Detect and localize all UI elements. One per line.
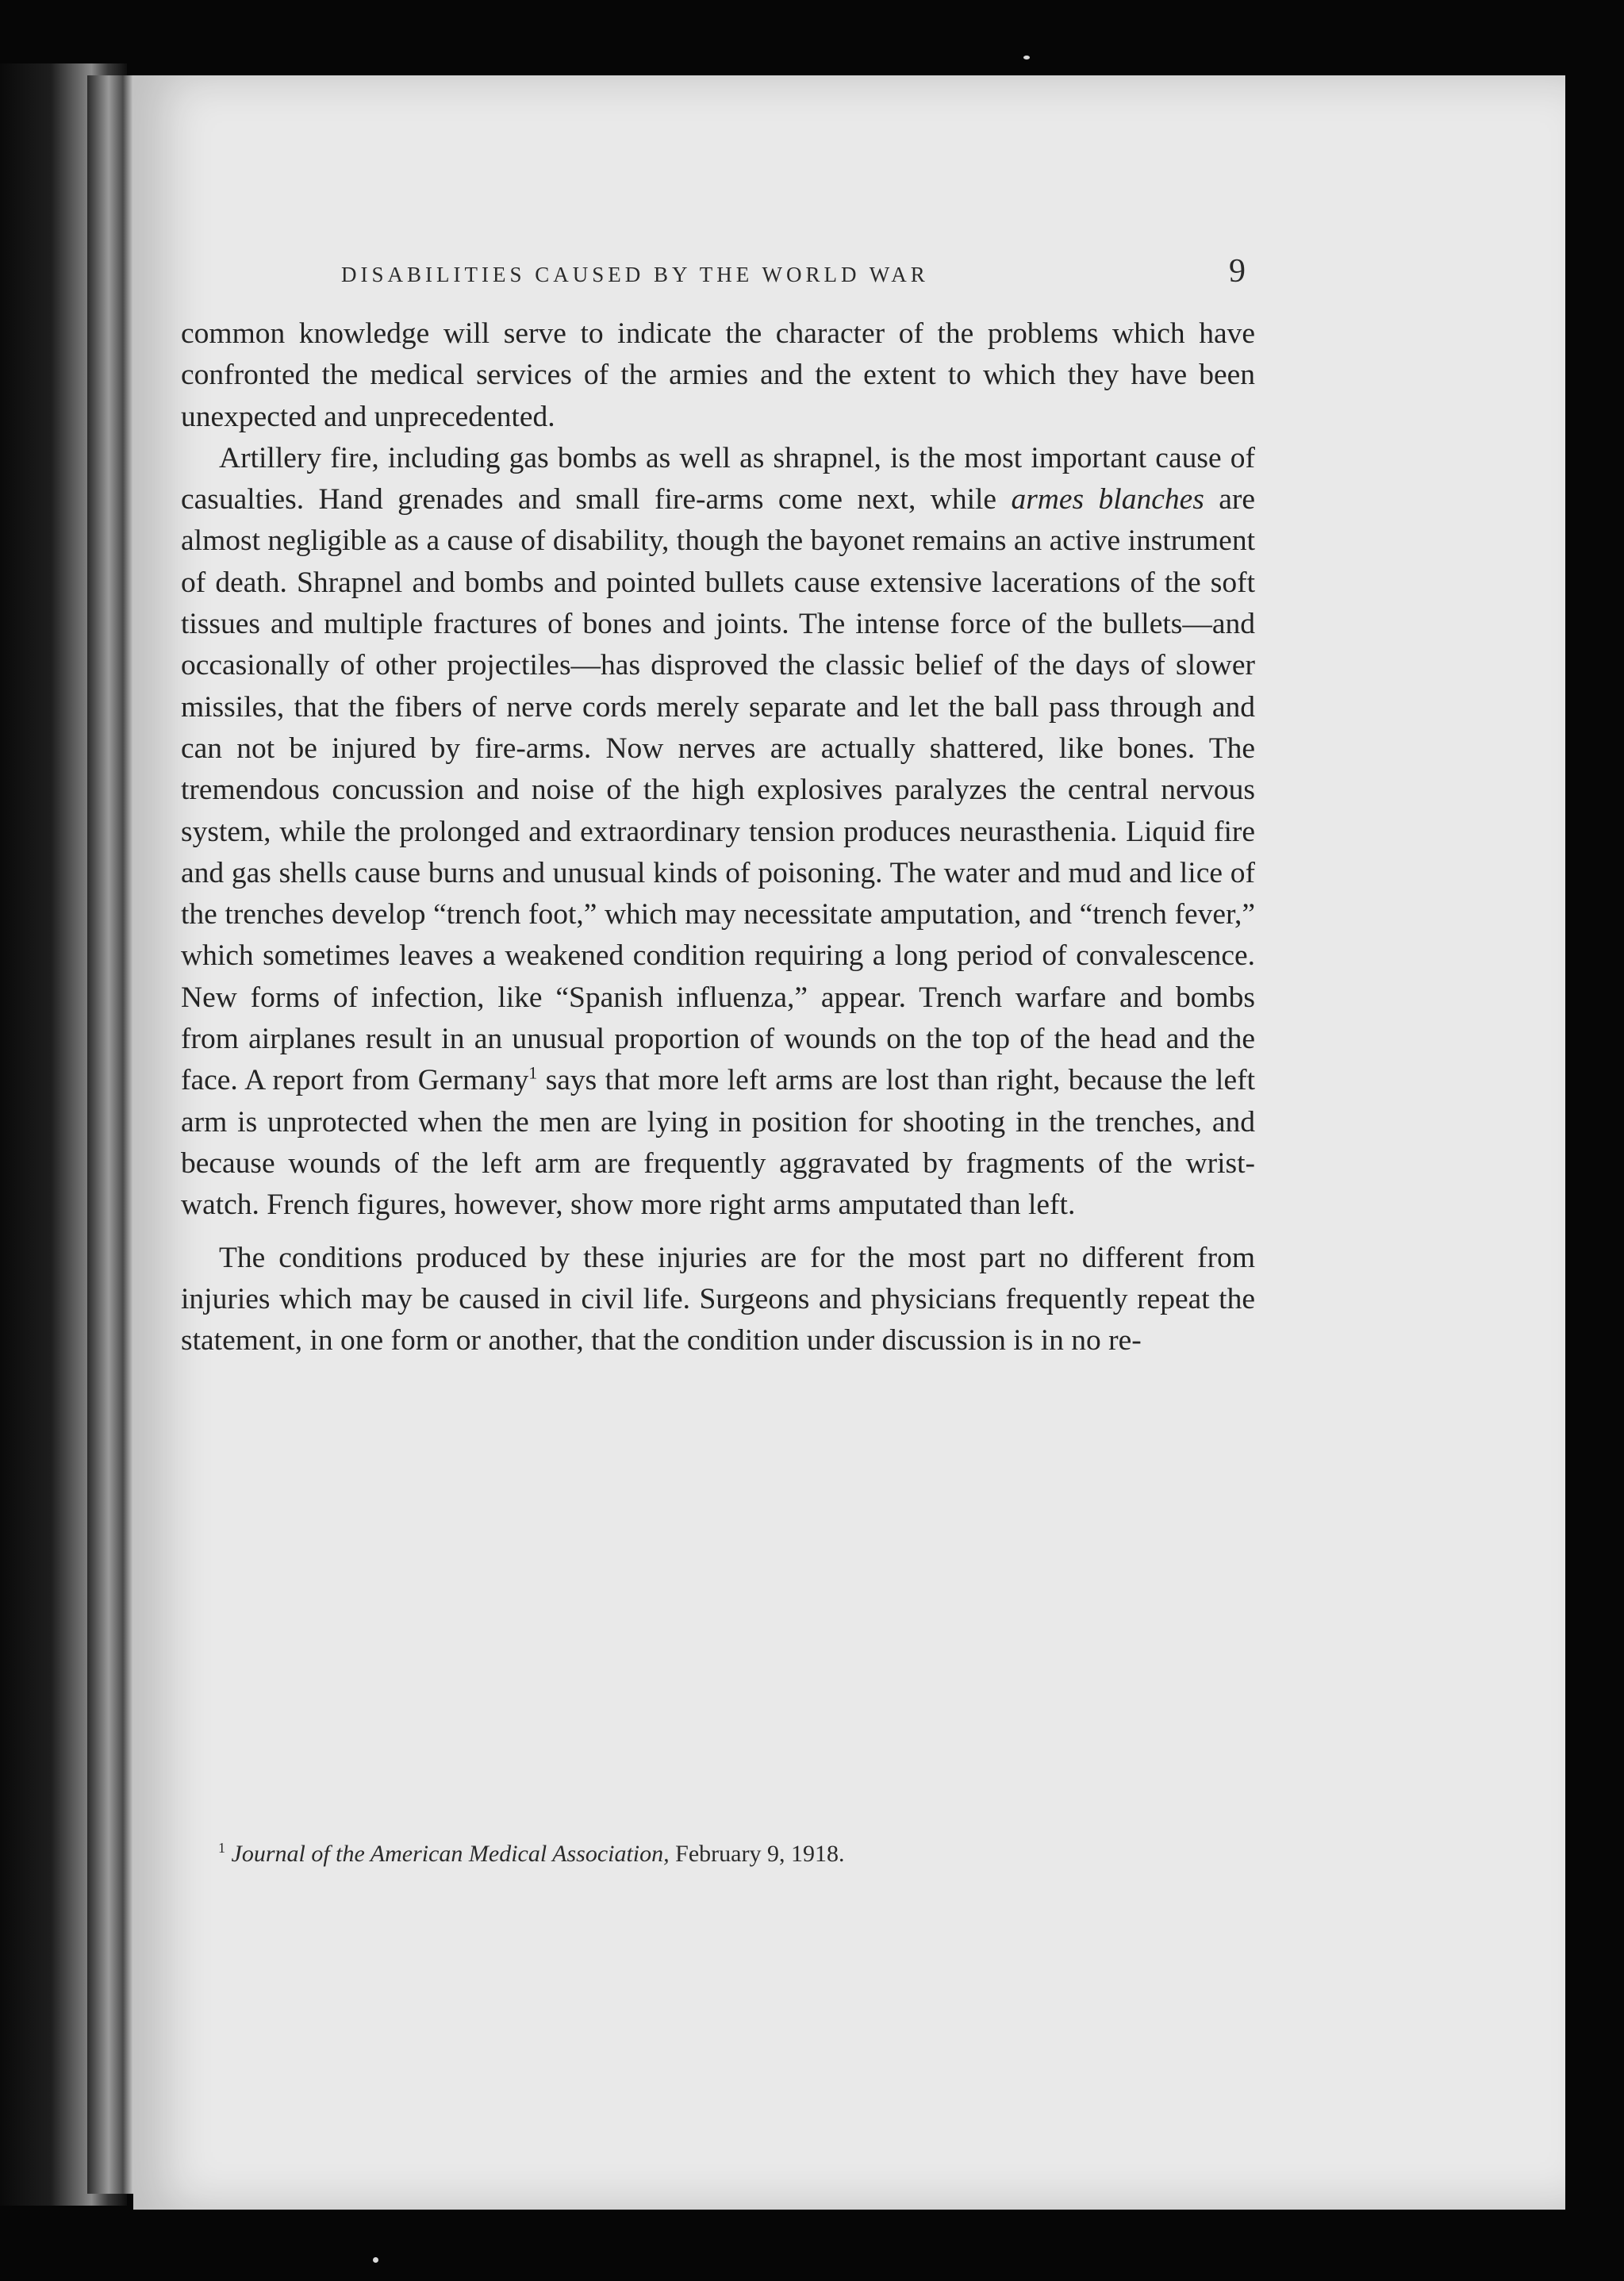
body-text <box>181 313 1255 1361</box>
scan-speck <box>373 2257 378 2263</box>
paragraph-3: The conditions produced by these injuries are for the most part no different from injuries which may be caused in civil life. Surgeons and physicians frequently repeat the statement, in one form or another, that the condition under discussion is in no re- <box>181 1241 1255 1357</box>
paragraph-2-part-1: Artillery fire, including gas bombs as well as shrapnel, is the most important cause of casualties. Hand grenades and small fire-arms come next, while <box>181 441 1255 516</box>
scan-speck <box>1023 56 1030 60</box>
running-header <box>341 252 1246 290</box>
page-number: 9 <box>1229 253 1246 290</box>
running-title: DISABILITIES CAUSED BY THE WORLD WAR <box>341 263 929 286</box>
italic-phrase: armes blanches <box>1011 483 1204 516</box>
footnote <box>218 1839 1273 1869</box>
paragraph-2 <box>181 438 1255 1227</box>
paragraph-2-part-3: says that more left arms are lost than right, because the left arm is unprotected when the men are lying in position for shooting in the trenches, and because wounds of the left arm are frequently aggravated by fragments of the wrist-watch. French figures, however, show more right arms amputated than left. <box>181 1064 1255 1222</box>
footnote-marker: 1 <box>218 1840 225 1856</box>
paragraph-1: common knowledge will serve to indicate the character of the problems which have confronted the medical services of the armies and the extent to which they have been unexpected and unprecedented. <box>181 317 1255 433</box>
paragraph-2-part-2: are almost negligible as a cause of disability, though the bayonet remains an active instrument of death. Shrapnel and bombs and pointed bullets cause extensive lacerations of the soft tissues and multiple fractures of bones and joints. The intense force of the bullets—and occasionally of other projectiles—has disproved the classic belief of the days of slower missiles, that the fibers of nerve cords merely separate and let the ball pass through and can not be injured by fire-arms. Now nerves are actually shattered, like bones. The tremendous concussion and noise of the high explosives paralyzes the central nervous system, while the prolonged and extraordinary tension produces neurasthenia. Liquid fire and gas shells cause burns and unusual kinds of poisoning. The water and mud and lice of the trenches develop “trench foot,” which may necessitate amputation, and “trench fever,” which sometimes leaves a weakened condition requiring a long period of convalescence. New forms of infection, like “Spanish influenza,” appear. Trench warfare and bombs from airplanes result in an unusual proportion of wounds on the top of the head and the face. A report from Germany <box>181 483 1255 1097</box>
footnote-date: February 9, 1918. <box>675 1841 845 1867</box>
book-gutter <box>87 75 135 2194</box>
footnote-journal: Journal of the American Medical Association, <box>231 1841 670 1867</box>
footnote-reference: 1 <box>528 1062 538 1083</box>
